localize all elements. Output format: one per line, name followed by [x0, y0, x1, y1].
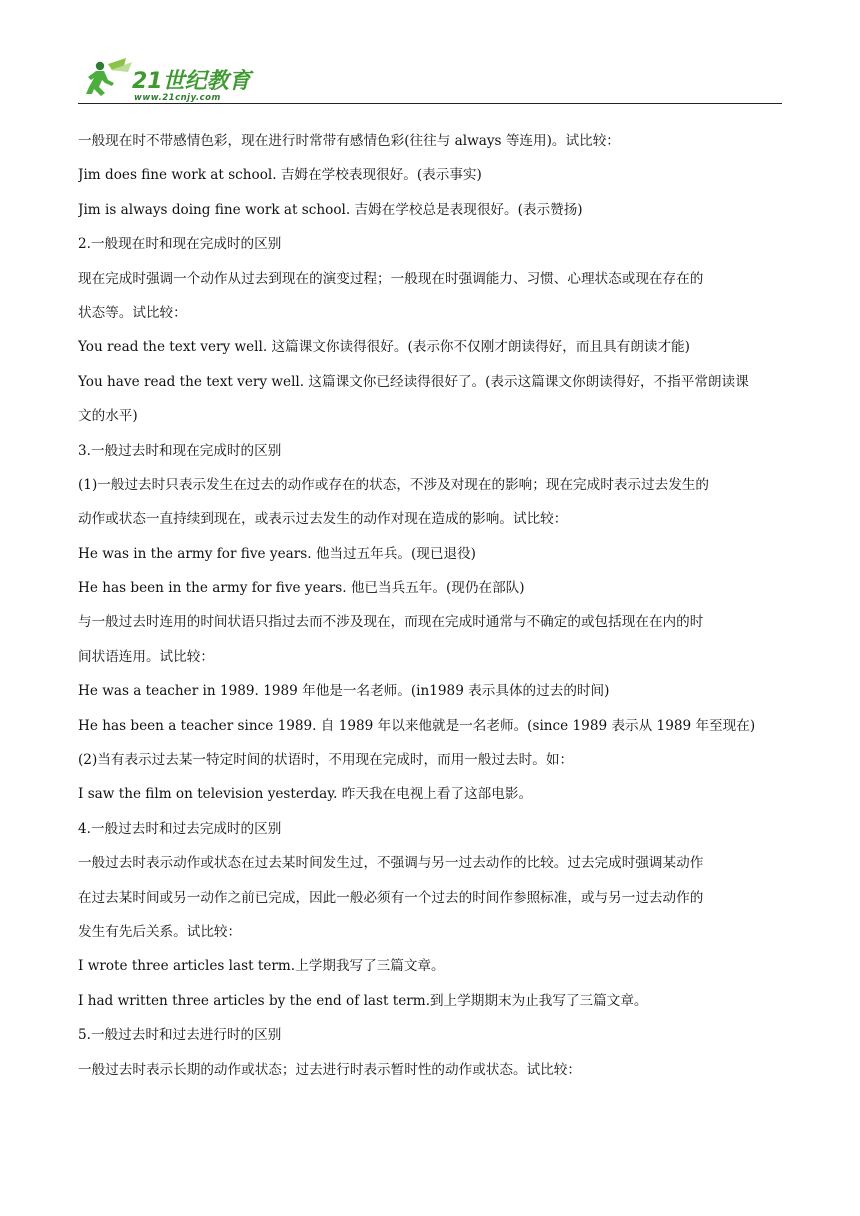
example-sentence: I wrote three articles last term.上学期我写了三篇文章。 [78, 958, 445, 975]
paragraph-line: 动作或状态一直持续到现在，或表示过去发生的动作对现在造成的影响。试比较： [78, 511, 568, 528]
paragraph-line: 发生有先后关系。试比较： [78, 923, 242, 940]
paragraph-line: 现在完成时强调一个动作从过去到现在的演变过程；一般现在时强调能力、习惯、心理状态或现在存在的 [78, 270, 704, 287]
example-sentence: I saw the film on television yesterday. 昨天我在电视上看了这部电影。 [78, 786, 533, 803]
paragraph-line: 一般现在时不带感情色彩，现在进行时常带有感情色彩(往往与 always 等连用)。试比较： [78, 133, 620, 149]
example-sentence: Jim is always doing fine work at school. 吉姆在学校总是表现很好。(表示赞扬) [78, 201, 583, 218]
document-body [78, 124, 784, 1087]
example-sentence: 文的水平) [78, 408, 138, 425]
paragraph-line: 与一般过去时连用的时间状语只指过去而不涉及现在，而现在完成时通常与不确定的或包括现在在内的时 [78, 614, 704, 631]
header-divider [78, 103, 782, 104]
logo [82, 56, 262, 104]
section-heading: 2.一般现在时和现在完成时的区别 [78, 236, 282, 253]
example-sentence: He has been in the army for five years. 他已当兵五年。(现仍在部队) [78, 580, 525, 597]
logo-brand: 21世纪教育 [132, 69, 251, 94]
example-sentence: You read the text very well. 这篇课文你读得很好。(表示你不仅刚才朗读得好，而且具有朗读才能) [78, 339, 690, 356]
example-sentence: He was in the army for five years. 他当过五年兵。(现已退役) [78, 545, 476, 562]
section-heading: 3.一般过去时和现在完成时的区别 [78, 442, 282, 459]
paragraph-line: 间状语连用。试比较： [78, 648, 214, 665]
example-sentence: I had written three articles by the end of last term.到上学期期末为止我写了三篇文章。 [78, 992, 648, 1009]
paragraph-line: 在过去某时间或另一动作之前已完成，因此一般必须有一个过去的时间作参照标准，或与另一过去动作的 [78, 889, 704, 906]
runner-icon [86, 58, 132, 96]
section-heading: 5.一般过去时和过去进行时的区别 [78, 1027, 282, 1044]
paragraph-line: (2)当有表示过去某一特定时间的状语时，不用现在完成时，而用一般过去时。如： [78, 752, 574, 769]
paragraph-line: 一般过去时表示动作或状态在过去某时间发生过，不强调与另一过去动作的比较。过去完成时强调某动作 [78, 855, 704, 872]
example-sentence: Jim does fine work at school. 吉姆在学校表现很好。(表示事实) [78, 167, 482, 184]
paragraph-line: 一般过去时表示长期的动作或状态；过去进行时表示暂时性的动作或状态。试比较： [78, 1061, 581, 1078]
logo-url: www.21cnjy.com [134, 93, 221, 103]
example-sentence: You have read the text very well. 这篇课文你已经读得很好了。(表示这篇课文你朗读得好，不指平常朗读课 [78, 373, 749, 390]
paragraph-line: 状态等。试比较： [78, 304, 187, 321]
example-sentence: He was a teacher in 1989. 1989 年他是一名老师。(in1989 表示具体的过去的时间) [78, 683, 610, 700]
example-sentence: He has been a teacher since 1989. 自 1989 年以来他就是一名老师。(since 1989 表示从 1989 年至现在) [78, 717, 756, 734]
page-header [78, 56, 782, 106]
section-heading: 4.一般过去时和过去完成时的区别 [78, 820, 282, 837]
paragraph-line: (1)一般过去时只表示发生在过去的动作或存在的状态，不涉及对现在的影响；现在完成时表示过去发生的 [78, 476, 709, 493]
